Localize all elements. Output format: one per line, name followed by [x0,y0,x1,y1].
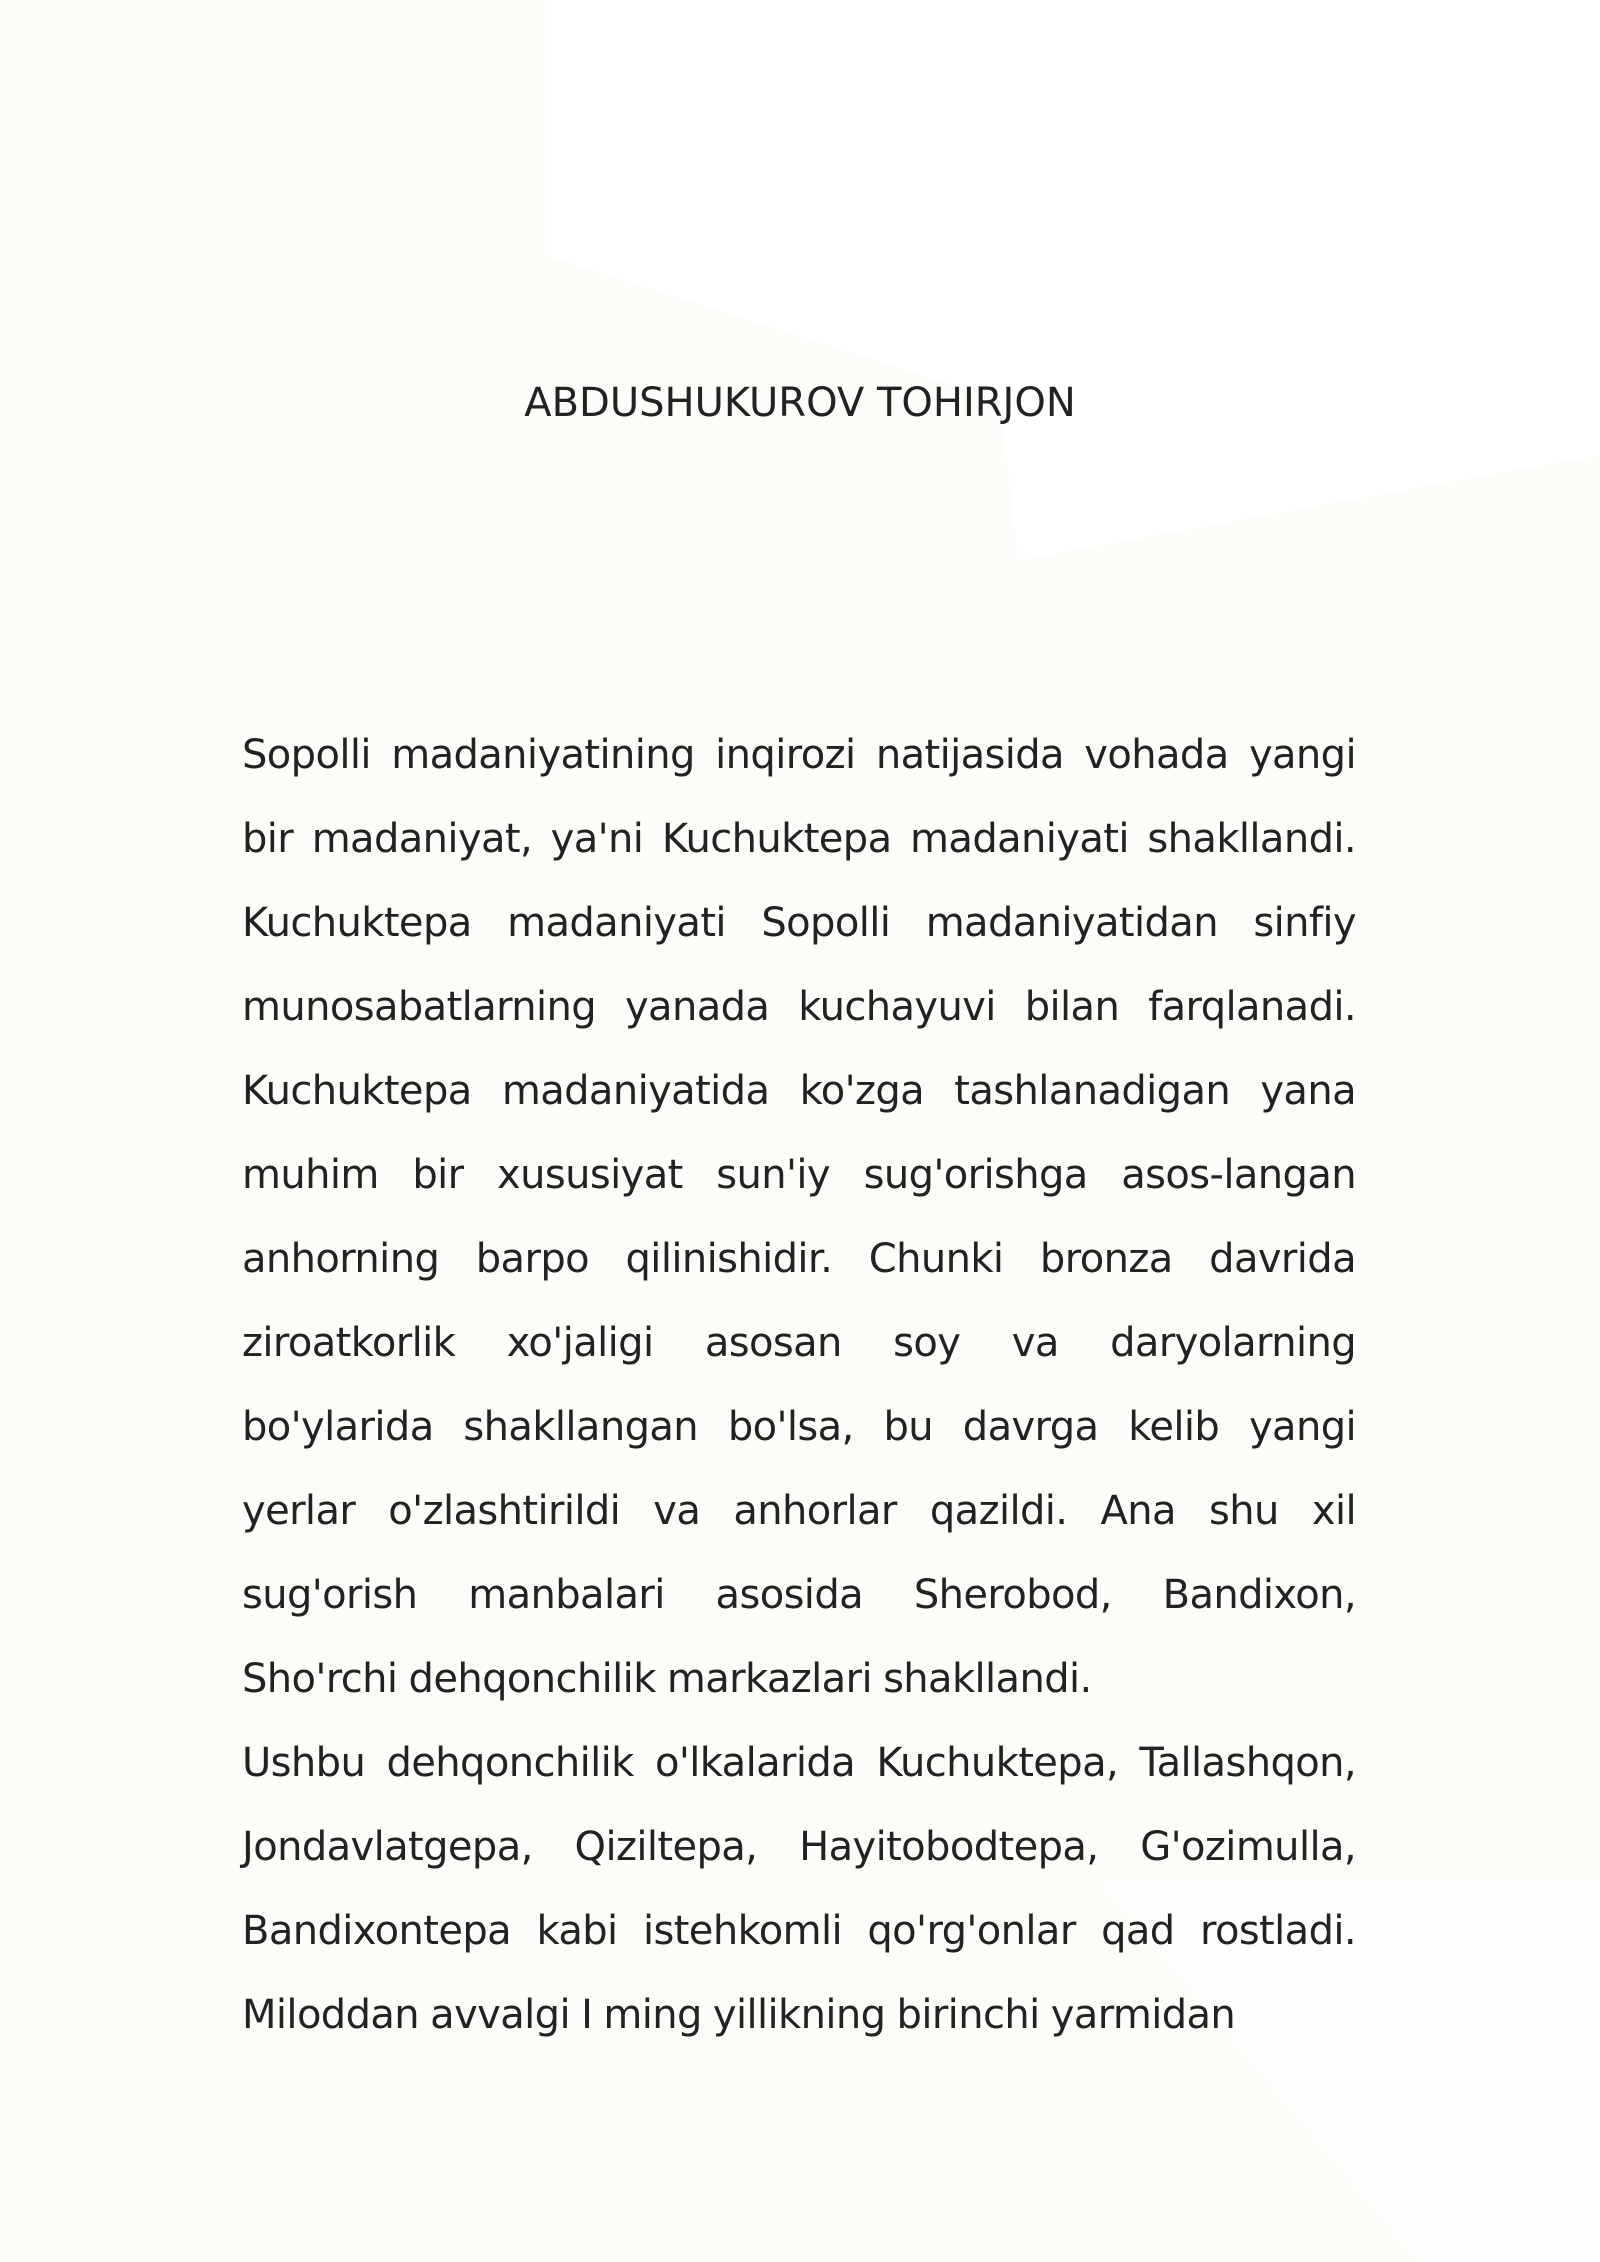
paragraph-2: Ushbu dehqonchilik o'lkalarida Kuchuktepa, Tallashqon, Jondavlatgepa, Qiziltepa, Hayitobodtepa, G'ozimulla, Bandixontepa kabi istehkomli qo'rg'onlar qad rostladi. Miloddan avvalgi I ming yillikning birinchi yarmidan [242,1740,1356,2038]
paragraph-1: Sopolli madaniyatining inqirozi natijasida vohada yangi bir madaniyat, ya'ni Kuchuktepa madaniyati shakllandi. Kuchuktepa madaniyati Sopolli madaniyatidan sinfiy munosabatlarning yanada kuchayuvi bilan farqlanadi. Kuchuktepa madaniyatida ko'zga tashlanadigan yana muhim bir xususiyat sun'iy sug'orishga asos-langan anhorning barpo qilinishidir. Chunki bronza davrida ziroatkorlik xo'jaligi asosan soy va daryolarning bo'ylarida shakllangan bo'lsa, bu davrga kelib yangi yerlar o'zlashtirildi va anhorlar qazildi. Ana shu xil sug'orish manbalari asosida Sherobod, Bandixon, Sho'rchi dehqonchilik markazlari shakllandi. [242,732,1356,1702]
author-name: ABDUSHUKUROV TOHIRJON [524,380,1076,426]
body-text [242,713,1356,2057]
